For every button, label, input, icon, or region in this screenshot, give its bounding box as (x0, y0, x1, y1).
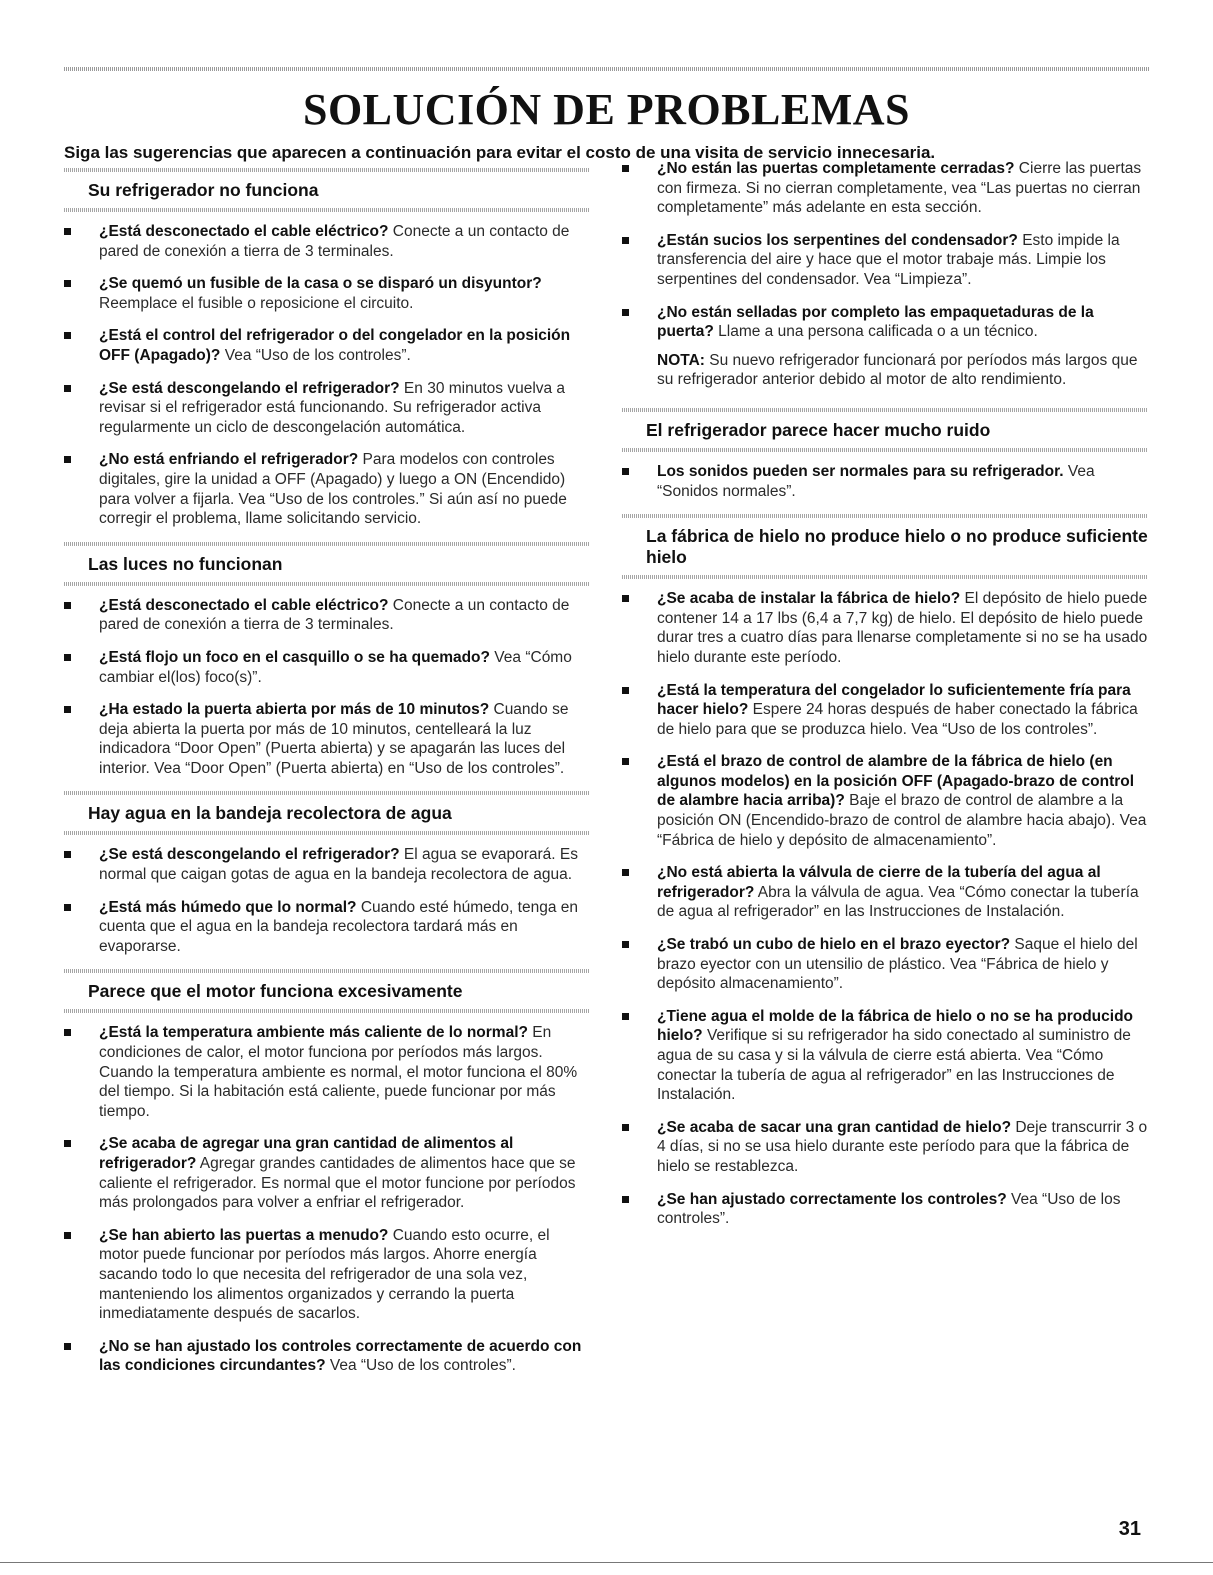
nota-body: Su nuevo refrigerador funcionará por períodos más largos que su refrigerador anterior debido al motor de alto rendimiento. (657, 351, 1138, 389)
section-title-agua-en-bandeja: Hay agua en la bandeja recolectora de agua (88, 803, 452, 824)
square-bullet-icon (64, 654, 71, 661)
answer-text: Cuando se deja abierta la puerta por más de 10 minutos, centelleará la luz indicadora “Door Open” (Puerta abierta) y se apagarán las luces del interior. Vea “Door Open” (Puerta abierta) en “Uso de los controles”. (99, 701, 569, 777)
square-bullet-icon (64, 332, 71, 339)
question-text: ¿Está más húmedo que lo normal? (99, 898, 357, 916)
list-item (622, 681, 1148, 740)
square-bullet-icon (64, 456, 71, 463)
answer-text: Saque el hielo del brazo eyector con un utensilio de plástico. Vea “Fábrica de hielo y depósito almacenamiento”. (657, 936, 1138, 993)
bottom-rule (0, 1562, 1213, 1563)
question-text: Los sonidos pueden ser normales para su refrigerador. (657, 462, 1064, 480)
square-bullet-icon (622, 165, 629, 172)
right-column (622, 159, 1148, 1242)
square-bullet-icon (622, 595, 629, 602)
question-text: ¿Está la temperatura ambiente más caliente de lo normal? (99, 1024, 528, 1042)
answer-text: Cuando esto ocurre, el motor puede funcionar por períodos más largos. Ahorre energía sacando todo lo que necesita del refrigerador de una sola vez, manteniendo los alimentos organizados y cerrando la puerta inmediatamente después de sacarlos. (99, 1226, 550, 1323)
question-text: ¿No se han ajustado los controles correctamente de acuerdo con las condiciones circundantes? (99, 1337, 582, 1375)
list-s4 (64, 1023, 590, 1376)
question-text: ¿No está abierta la válvula de cierre de la tubería del agua al refrigerador? (657, 864, 1101, 901)
list-item (622, 752, 1148, 850)
list-s3 (64, 845, 590, 956)
section-header (64, 542, 590, 586)
answer-text: Vea “Cómo cambiar el(los) foco(s)”. (99, 648, 572, 686)
list-item (64, 898, 590, 957)
answer-text: Abra la válvula de agua. Vea “Cómo conectar la tubería de agua al refrigerador” en las Instrucciones de Instalación. (657, 883, 1139, 921)
question-text: ¿Está la temperatura del congelador lo suficientemente fría para hacer hielo? (657, 681, 1131, 719)
list-item (622, 863, 1148, 922)
square-bullet-icon (622, 758, 629, 765)
list-item (64, 1226, 590, 1324)
question-text: ¿Se acaba de agregar una gran cantidad de alimentos al refrigerador? (99, 1135, 514, 1172)
square-bullet-icon (64, 602, 71, 609)
answer-text: En condiciones de calor, el motor funciona por períodos más largos. Cuando la temperatura ambiente es normal, el motor funciona el 80% del tiempo. Si la habitación está caliente, puede funcionar por más tiempo. (99, 1024, 578, 1120)
question-text: ¿Tiene agua el molde de la fábrica de hielo o no se ha producido hielo? (657, 1007, 1134, 1045)
square-bullet-icon (64, 1029, 71, 1036)
question-text: ¿Se está descongelando el refrigerador? (99, 846, 400, 864)
answer-text: Baje el brazo de control de alambre a la posición ON (Encendido-brazo de control de alambre hacia abajo). Vea “Fábrica de hielo y depósito de almacenamiento”. (657, 792, 1147, 849)
question-text: ¿Está desconectado el cable eléctrico? (99, 223, 389, 240)
question-text: ¿No está enfriando el refrigerador? (99, 451, 359, 469)
list-item (64, 700, 590, 778)
section-title-luces-no-funcionan: Las luces no funcionan (88, 553, 283, 574)
answer-text: El agua se evaporará. Es normal que caigan gotas de agua en la bandeja recolectora de agua. (99, 846, 578, 884)
square-bullet-icon (622, 1196, 629, 1203)
list-item (64, 648, 590, 687)
square-bullet-icon (64, 706, 71, 713)
answer-text: En 30 minutos vuelva a revisar si el refrigerador está funcionando. Su refrigerador activa regularmente un ciclo de descongelación automática. (99, 379, 566, 436)
list-item (622, 462, 1148, 501)
answer-text: Vea “Sonidos normales”. (657, 462, 1095, 500)
square-bullet-icon (622, 687, 629, 694)
question-text: ¿Están sucios los serpentines del condensador? (657, 231, 1018, 249)
intro-text: Siga las sugerencias que aparecen a continuación para evitar el costo de una visita de servicio innecesaria. (64, 143, 936, 162)
question-text: ¿Está flojo un foco en el casquillo o se ha quemado? (99, 648, 490, 666)
list-item (622, 159, 1148, 218)
square-bullet-icon (622, 1124, 629, 1131)
list-item (64, 1337, 590, 1376)
square-bullet-icon (622, 869, 629, 876)
list-item (64, 1134, 590, 1212)
question-text: ¿Se acaba de sacar una gran cantidad de hielo? (657, 1118, 1012, 1136)
square-bullet-icon (64, 904, 71, 911)
list-item (622, 935, 1148, 994)
answer-text: Llame a una persona calificada o a un técnico. (713, 323, 1038, 341)
square-bullet-icon (64, 1140, 71, 1147)
list-item (64, 326, 590, 365)
list-item (64, 1023, 590, 1121)
square-bullet-icon (622, 237, 629, 244)
square-bullet-icon (64, 851, 71, 858)
section-header (622, 514, 1148, 579)
top-dotted-rule (64, 67, 1149, 71)
list-item (64, 596, 590, 635)
answer-text: Agregar grandes cantidades de alimentos hace que se caliente el refrigerador. Es normal que el motor funcione por períodos más prolongados para volver a enfriar el refrigerador. (99, 1155, 576, 1212)
list-item (64, 450, 590, 528)
question-text: ¿Se está descongelando el refrigerador? (99, 379, 400, 397)
list-s2 (64, 596, 590, 779)
question-text: ¿Está el brazo de control de alambre de la fábrica de hielo (en algunos modelos) en la posición OFF (Apagado-brazo de control de alambre hacia arriba)? (657, 753, 1135, 810)
list-item (622, 231, 1148, 290)
list-item (64, 274, 590, 313)
section-header (64, 168, 590, 212)
nota-text (622, 351, 1148, 390)
list-s5 (622, 462, 1148, 501)
answer-text: Reemplace el fusible o reposicione el circuito. (99, 294, 414, 312)
section-title-motor-excesivamente: Parece que el motor funciona excesivamente (88, 981, 463, 1002)
section-header (622, 408, 1148, 452)
square-bullet-icon (622, 941, 629, 948)
list-item (64, 379, 590, 438)
list-item (64, 222, 590, 261)
page-number: 31 (1118, 1518, 1141, 1540)
square-bullet-icon (622, 468, 629, 475)
list-s6 (622, 589, 1148, 1229)
list-s4-continued (622, 159, 1148, 342)
section-title-refrigerador-no-funciona: Su refrigerador no funciona (88, 180, 319, 200)
list-item (622, 303, 1148, 342)
answer-text: Deje transcurrir 3 o 4 días, si no se usa hielo durante este período para que la fábrica de hielo se restablezca. (657, 1118, 1148, 1175)
question-text: ¿Está desconectado el cable eléctrico? (99, 596, 389, 614)
list-item (622, 1007, 1148, 1105)
section-header (64, 969, 590, 1013)
question-text: ¿Ha estado la puerta abierta por más de 10 minutos? (99, 701, 490, 719)
list-item (622, 1118, 1148, 1177)
answer-text: Verifique si su refrigerador ha sido conectado al suministro de agua de su casa y si la válvula de cierre está abierta. Vea “Cómo conectar la tubería de agua al refrigerador” en las Instrucciones de Instalación. (657, 1027, 1131, 1104)
answer-text: Cuando esté húmedo, tenga en cuenta que el agua en la bandeja recolectora tardará más en evaporarse. (99, 898, 578, 955)
section-title-mucho-ruido: El refrigerador parece hacer mucho ruido (646, 419, 991, 440)
section-header (64, 791, 590, 835)
nota-label: NOTA: (657, 351, 705, 369)
question-text: ¿Está el control del refrigerador o del congelador en la posición OFF (Apagado)? (99, 327, 571, 364)
list-item (622, 589, 1148, 667)
left-column (64, 168, 590, 1389)
answer-text: Conecte a un contacto de pared de conexión a tierra de 3 terminales. (99, 596, 570, 634)
question-text: ¿Se han ajustado correctamente los controles? (657, 1190, 1007, 1208)
answer-text: El depósito de hielo puede contener 14 a 17 lbs (6,4 a 7,7 kg) de hielo. El depósito de hielo puede durar tres a cuatro días para llenarse completamente si no se ha usado hielo durante este período. (657, 590, 1148, 666)
square-bullet-icon (622, 309, 629, 316)
list-item (622, 1190, 1148, 1229)
answer-text: Vea “Uso de los controles”. (657, 1190, 1121, 1228)
square-bullet-icon (64, 228, 71, 235)
page-title: SOLUCIÓN DE PROBLEMAS (302, 85, 911, 134)
section-title-fabrica-de-hielo: La fábrica de hielo no produce hielo o no produce suficiente hielo (646, 526, 1148, 568)
list-s1 (64, 222, 590, 529)
question-text: ¿No están selladas por completo las empaquetaduras de la puerta? (657, 303, 1094, 341)
question-text: ¿No están las puertas completamente cerradas? (657, 160, 1015, 177)
square-bullet-icon (64, 1343, 71, 1350)
question-text: ¿Se han abierto las puertas a menudo? (99, 1226, 389, 1244)
answer-text: Esto impide la transferencia del aire y hace que el motor trabaje más. Limpie los serpentines del condensador. Vea “Limpieza”. (657, 231, 1120, 288)
question-text: ¿Se acaba de instalar la fábrica de hielo? (657, 590, 961, 608)
question-text: ¿Se trabó un cubo de hielo en el brazo eyector? (657, 936, 1011, 954)
answer-text: Para modelos con controles digitales, gire la unidad a OFF (Apagado) y luego a ON (Encendido) para volver a fijarla. Vea “Uso de los controles.” Si aún así no puede corregir el problema, llame solicitando servicio. (99, 451, 567, 528)
answer-text: Conecte a un contacto de pared de conexión a tierra de 3 terminales. (99, 223, 570, 260)
answer-text: Cierre las puertas con firmeza. Si no cierran completamente, vea “Las puertas no cierran completamente” más adelante en esta sección. (657, 160, 1142, 217)
question-text: ¿Se quemó un fusible de la casa o se disparó un disyuntor? (99, 275, 542, 293)
square-bullet-icon (64, 385, 71, 392)
square-bullet-icon (622, 1013, 629, 1020)
list-item (64, 845, 590, 884)
answer-text: Espere 24 horas después de haber conectado la fábrica de hielo para que se produzca hielo. Vea “Uso de los controles”. (657, 701, 1138, 738)
answer-text: Vea “Uso de los controles”. (220, 346, 411, 364)
answer-text: Vea “Uso de los controles”. (325, 1357, 516, 1375)
square-bullet-icon (64, 1232, 71, 1239)
square-bullet-icon (64, 280, 71, 287)
